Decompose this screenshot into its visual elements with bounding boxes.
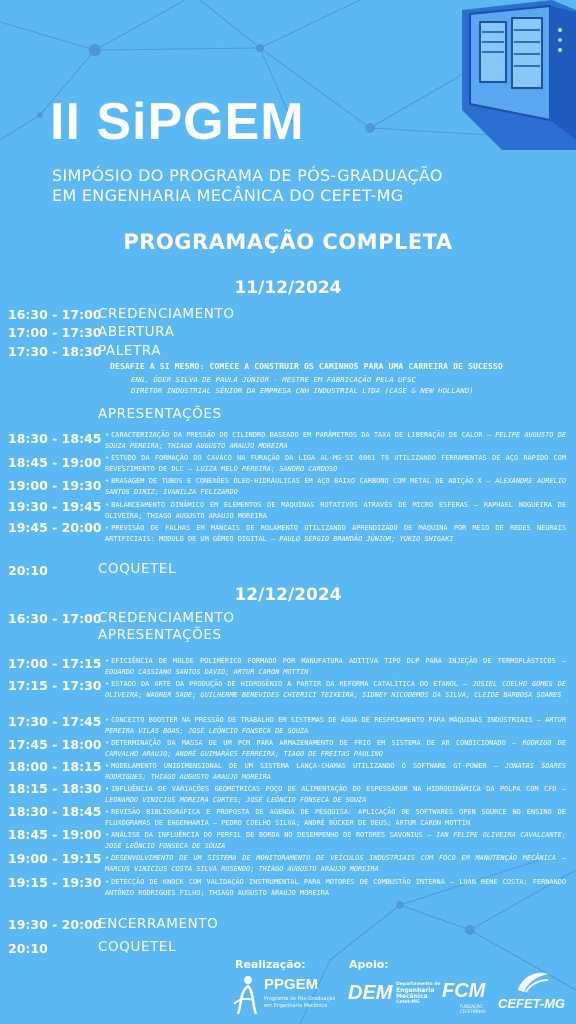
presentation-item: • REVISÃO BIBLIOGRÁFICA E PROPOSTA DE AGENDA DE PESQUISA: APLICAÇÃO DE SOFTWARES OPEN SOURCE NO ENSINO DE FLUXOGRAMAS DE ENGENHARIA – PEDRO COELHO SILVA; ANDRÉ BÜCKER DE DEUS; ARTUR CARON MOTTIN [105, 808, 566, 827]
schedule-label: PALETRA [98, 343, 162, 359]
schedule-label: CREDENCIAMENTO [98, 306, 235, 322]
subtitle-line-1: SIMPÓSIO DO PROGRAMA DE PÓS-GRADUAÇÃO [52, 166, 443, 185]
presentation-item: • DESENVOLVIMENTO DE UM SISTEMA DE MONITORAMENTO DE VEÍCULOS INDUSTRIAIS COM FOCO EM MANUTENÇÃO MECÂNICA – MARCUS VINICIUS COSTA SILVA ROSENDO; THIAGO AUGUSTO ARAUJO MOREIRA [105, 854, 566, 873]
schedule-time: 19:00 - 19:15 [8, 851, 102, 866]
schedule-label: COQUETEL [98, 939, 177, 955]
schedule-time: 18:45 - 19:00 [8, 455, 102, 470]
presentations-heading: APRESENTAÇÕES [98, 406, 222, 422]
schedule-time: 18:30 - 18:45 [8, 431, 102, 446]
talk-title: DESAFIE A SI MESMO: COMECE A CONSTRUIR OS CAMINHOS PARA UMA CARREIRA DE SUCESSO [110, 361, 503, 371]
ppgem-description: Programa de Pós-Graduação em Engenharia Mecânica [264, 996, 336, 1009]
presentation-item: • CARACTERIZAÇÃO DA PRESSÃO DO CILINDRO BASEADO EM PARÂMETROS DA TAXA DE LIBERAÇÃO DE CALOR – FELIPE AUGUSTO DE SOUZA PEREIRA; THIAGO AUGUSTO ARAUJO MOREIRA [105, 431, 566, 450]
schedule-time: 17:00 - 17:30 [8, 325, 102, 340]
presentation-item: • CONCEITO BOOSTER NA PRESSÃO DE TRABALHO EM SISTEMAS DE ÁGUA DE RESFRIAMENTO PARA MÁQUINAS INDUSTRIAIS – ARTUR PEREIRA VILAS BOAS; JOSÉ LEÔNCIO FONSECA DE SOUZA [105, 716, 566, 735]
schedule-time: 18:15 - 18:30 [8, 781, 102, 796]
presentation-item: • ESTADO DA ARTE DA PRODUÇÃO DE HIDROGÊNIO A PARTIR DA REFORMA CATALÍTICA DO ETANOL – JOSIEL COELHO GOMES DE OLIVEIRA; WAGNER SADE; GUILHERME BENEVIDES CHIERICI TEIXEIRA; SIDNEY NICODEMOS DA SILVA; CLEIDE BARBOSA SOARES [105, 680, 566, 699]
day1-date: 11/12/2024 [234, 278, 342, 298]
cefet-name: CEFET-MG [498, 996, 566, 1011]
day2-date: 12/12/2024 [234, 585, 342, 605]
ppgem-logo [232, 974, 336, 1018]
schedule-time: 16:30 - 17:00 [8, 611, 102, 626]
apoio-label: Apoio: [349, 958, 389, 971]
schedule-label: ENCERRAMENTO [98, 916, 219, 932]
presentation-item: • PREVISÃO DE FALHAS EM MANCAIS DE ROLAMENTO UTILIZANDO APRENDIZADO DE MÁQUINA POR MEIO DE REDES NEURAIS ARTIFICIAIS: MODULO DE UM GÊMEO DIGITAL – PAULO SÉRGIO BRANDÃO JÚNIOR; YUKIO SHIGAKI [105, 524, 566, 543]
schedule-time: 18:45 - 19:00 [8, 827, 102, 842]
schedule-time: 19:15 - 19:30 [8, 875, 102, 890]
presentation-item: • ANÁLISE DA INFLUÊNCIA DO PERFIL DE BORDA NO DESEMPENHO DE ROTORES SAVONIUS – IAN FELIPE OLIVEIRA CAVALCANTE; JOSÉ LEÔNCIO FONSECA DE SOUZA [105, 831, 567, 850]
fcm-description: FUNDAÇÃO CEFETMINAS [460, 1004, 486, 1014]
schedule-time: 18:00 - 18:15 [8, 759, 102, 774]
presentation-item: • DETERMINAÇÃO DA MASSA DE UM PCM PARA ARMAZENAMENTO DE FRIO EM SISTEMA DE AR CONDICIONADO – RODRIGO DE CARVALHO ARAUJO; ANDRÉ GUIMARÃES FERREIRA; TIAGO DE FREITAS PAULINO [105, 739, 566, 758]
event-title: II SiPGEM [50, 93, 305, 151]
schedule-time: 19:30 - 20:00 [8, 917, 102, 932]
presentation-item: • BALANCEAMENTO DINÂMICO EM ELEMENTOS DE MÁQUINAS ROTATIVOS ATRAVÉS DE MICRO ESFERAS – RAPHAEL NOGUEIRA DE OLIVEIRA; THIAGO AUGUSTO ARAUJO MOREIRA [105, 501, 566, 520]
schedule-time: 17:00 - 17:15 [8, 656, 102, 671]
dem-description: Departamento de Engenharia Mecânica Cefet-MG [396, 982, 441, 1005]
schedule-label: CREDENCIAMENTO [98, 610, 235, 626]
event-subtitle [52, 166, 532, 206]
fcm-logo [440, 978, 490, 1016]
ppgem-name: PPGEM [264, 976, 319, 993]
server-illustration [442, 0, 576, 150]
schedule-time: 16:30 - 17:00 [8, 307, 102, 322]
schedule-time: 17:30 - 17:45 [8, 714, 102, 729]
schedule-time: 20:10 [8, 563, 48, 578]
presentation-item: • MODELAMENTO UNIDIMENSIONAL DE UM SISTEMA LANÇA-CHAMAS UTILIZANDO O SOFTWARE GT-POWER – JONATAS SOARES RODRIGUES; THIAGO AUGUSTO ARAUJO MOREIRA [105, 762, 566, 781]
schedule-time: 17:45 - 18:00 [8, 737, 102, 752]
cefet-swoosh-icon [516, 970, 550, 994]
dem-logo [348, 982, 441, 1012]
schedule-time: 20:10 [8, 941, 48, 956]
program-title: PROGRAMAÇÃO COMPLETA [123, 230, 453, 254]
presentation-item: • BRASAGEM DE TUBOS E CONEXÕES ÓLEO-HIDRÁULICAS EM AÇO BAIXO CARBONO COM METAL DE ADIÇÃO X – ALEXANDRE AURELIO SANTOS DINIZ; IVANILZA FELIZARDO [105, 477, 567, 496]
schedule-time: 19:45 - 20:00 [8, 520, 102, 535]
subtitle-line-2: EM ENGENHARIA MECÂNICA DO CEFET-MG [52, 186, 404, 205]
presentation-item: • ESTUDO DA FORMAÇÃO DO CAVACO NA FURAÇÃO DA LIGA AL-MG-SI 6061 T6 UTILIZANDO FERRAMENTAS DE AÇO RÁPIDO COM REVESTIMENTO DE DLC – LUIZA MELO PEREIRA; SANDRO CARDOSO [105, 454, 566, 473]
schedule-label: ABERTURA [98, 324, 175, 340]
ppgem-figure-icon [232, 974, 260, 1016]
schedule-time: 19:30 - 19:45 [8, 499, 102, 514]
presentation-item: • INFLUÊNCIA DE VARIAÇÕES GEOMÉTRICAS POÇO DE ALIMENTAÇÃO DO ESPESSADOR NA HIDRODINÂMICA DA POLPA COM CFD – LEONARDO VINICIUS MOREIRA CORTES; JOSÉ LEÔNCIO FONSECA DE SOUZA [105, 785, 566, 804]
talk-speaker: ENG. ÓDER SILVA DE PAULA JÚNIOR - MESTRE EM FABRICAÇÃO PELA UFSC [131, 375, 416, 384]
realizacao-label: Realização: [235, 958, 306, 971]
fcm-name: FCM [442, 980, 486, 1002]
presentation-item: • DETECÇÃO DE KNOCK COM VALIDAÇÃO INSTRUMENTAL PARA MOTORES DE COMBUSTÃO INTERNA – LUAN RENE COSTA; FERNANDO ANTÔNIO RODRIGUES FILHO; THIAGO AUGUSTO ARAUJO MOREIRA [105, 878, 566, 897]
cefet-mg-logo [498, 970, 570, 1016]
schedule-time: 18:30 - 18:45 [8, 804, 102, 819]
presentation-item: • EFICIÊNCIA DE MOLDE POLIMÉRICO FORMADO POR MANUFATURA ADITIVA TIPO DLP PARA INJEÇÃO DE TERMOPLÁSTICOS – EDUARDO CASSIANO SANTOS DAVID; ARTUR CARON MOTTIN [105, 657, 566, 676]
schedule-label: COQUETEL [98, 561, 177, 577]
schedule-time: 17:15 - 17:30 [8, 678, 102, 693]
schedule-time: 19:00 - 19:30 [8, 478, 102, 493]
schedule-time: 17:30 - 18:30 [8, 344, 102, 359]
presentations-heading: APRESENTAÇÕES [98, 627, 222, 643]
talk-speaker-role: DIRETOR INDUSTRIAL SÊNIOR DA EMPRESA CNH INDUSTRIAL LTDA (CASE & NEW HOLLAND) [131, 386, 474, 395]
dem-name: DEM [348, 982, 393, 1004]
